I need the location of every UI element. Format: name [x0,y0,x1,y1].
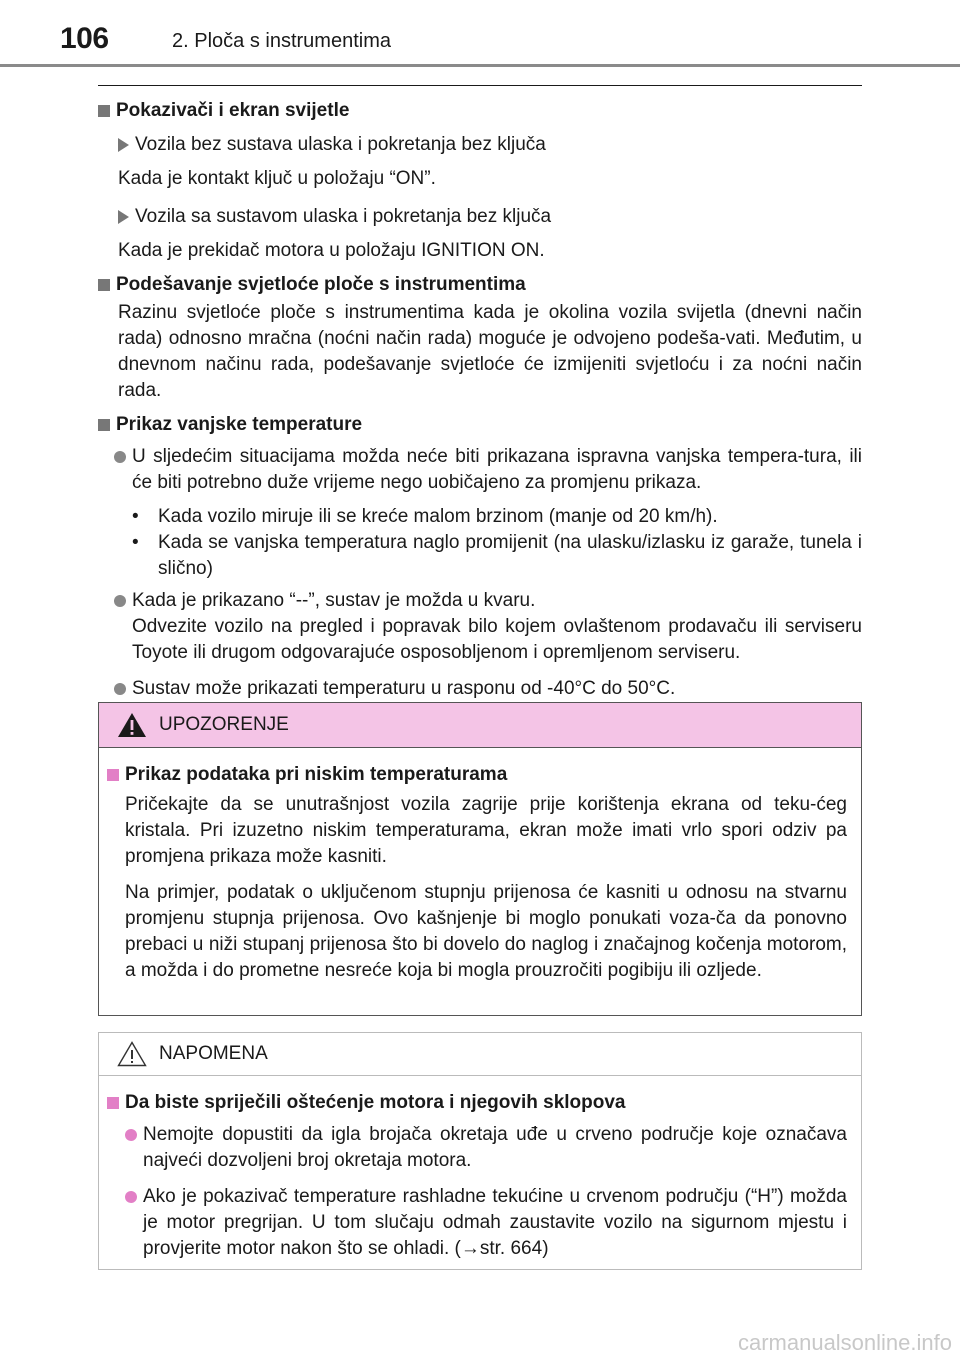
paragraph: Kada je kontakt ključ u položaju “ON”. [118,168,436,189]
note-body [99,1076,861,1262]
square-bullet-icon [98,105,110,117]
content-rule [98,85,862,86]
paragraph: Pričekajte da se unutrašnjost vozila zagrije prije korištenja ekrana od teku-ćeg kristala. Pri izuzetno niskim temperaturama, ekran može imati vrlo spori odziv pa promjena prikaza može kasniti. [125,794,847,867]
page-header [0,0,960,70]
sub-list-item: • Kada se vanjska temperatura naglo promijenit (na ulasku/izlasku iz garaže, tunela i slično) [132,530,862,582]
arrow-right-icon [118,210,129,224]
caution-triangle-outline-icon [117,1041,147,1067]
arrow-item: Vozila sa sustavom ulaska i pokretanja bez ključa [98,204,862,230]
warning-box [98,702,862,1016]
section-heading-brightness: Podešavanje svjetloće ploče s instrumentima [98,272,862,298]
circle-bullet-icon [114,595,126,607]
square-bullet-icon [98,419,110,431]
square-bullet-icon [98,279,110,291]
note-title: NAPOMENA [159,1043,268,1064]
dot-marker: • [132,532,139,553]
dot-marker: • [132,506,139,527]
list-item: Ako je pokazivač temperature rashladne tekućine u crvenom području (“H”) možda je motor pregrijan. U tom slučaju odmah zaustavite vozilo na sigurnom mjestu i provjerite motor nakon što se ohladi. (→str. 664) [107,1184,847,1262]
section-heading-outside-temp: Prikaz vanjske temperature [98,412,862,438]
circle-bullet-icon [125,1191,137,1203]
square-bullet-icon [107,769,119,781]
warning-title-bar [99,703,861,748]
section-heading-indicators: Pokazivači i ekran svijetle [98,98,862,124]
sub-list [98,504,862,582]
bullet-line: Odvezite vozilo na pregled i popravak bilo kojem ovlaštenom prodavaču ili serviseru Toyote ili drugom odgovarajuće osposobljenom i opremljenom serviseru. [132,616,862,663]
note-heading: Da biste spriječili oštećenje motora i njegovih sklopova [107,1090,847,1116]
arrow-item: Vozila bez sustava ulaska i pokretanja bez ključa [98,132,862,158]
header-rule [0,64,960,67]
list-item: Nemojte dopustiti da igla brojača okretaja uđe u crveno područje koje označava najveći dozvoljeni broj okretaja motora. [107,1122,847,1174]
circle-bullet-icon [114,683,126,695]
list-item: Sustav može prikazati temperaturu u rasponu od -40°C do 50°C. [98,676,862,702]
watermark: carmanualsonline.info [737,1330,952,1355]
warning-title: UPOZORENJE [159,714,289,735]
chapter-title: 2. Ploča s instrumentima [172,30,391,52]
warning-triangle-icon [117,712,147,738]
main-content [98,92,862,702]
circle-bullet-icon [125,1129,137,1141]
note-box [98,1032,862,1270]
paragraph: Na primjer, podatak o uključenom stupnju prijenosa će kasniti u odnosu na stvarnu promjenu stupnja prijenosa. Ovo kašnjenje bi moglo ponukati voza-ča da ponovno prebaci u niži stupanj prijenosa što bi dovelo do naglog i značajnog kočenja motorom, a možda i do prometne nesreće koja bi mogla prouzročiti pogibiju ili ozljede. [125,882,847,981]
page-number: 106 [60,22,109,55]
list-item [98,588,862,666]
circle-bullet-icon [114,451,126,463]
paragraph: Razinu svjetloće ploče s instrumentima kada je okolina vozila svijetla (dnevni način rada) odnosno mračna (noćni način rada) moguće je odvojeno podeša-vati. Međutim, u dnevnom načinu rada, podešavanje svjetloće će izmijeniti svjetloću i za noćni način rada. [118,302,862,401]
paragraph: Kada je prekidač motora u položaju IGNITION ON. [118,240,545,261]
warning-body [99,748,861,984]
list-item: U sljedećim situacijama možda neće biti prikazana ispravna vanjska tempera-tura, ili će biti potrebno duže vrijeme nego uobičajeno za promjenu prikaza. [98,444,862,496]
warning-heading: Prikaz podataka pri niskim temperaturama [107,762,847,788]
sub-list-item: • Kada vozilo miruje ili se kreće malom brzinom (manje od 20 km/h). [132,504,862,530]
arrow-right-icon [118,138,129,152]
bullet-line: Kada je prikazano “--”, sustav je možda u kvaru. [132,590,536,611]
square-bullet-icon [107,1097,119,1109]
note-title-bar [99,1033,861,1076]
